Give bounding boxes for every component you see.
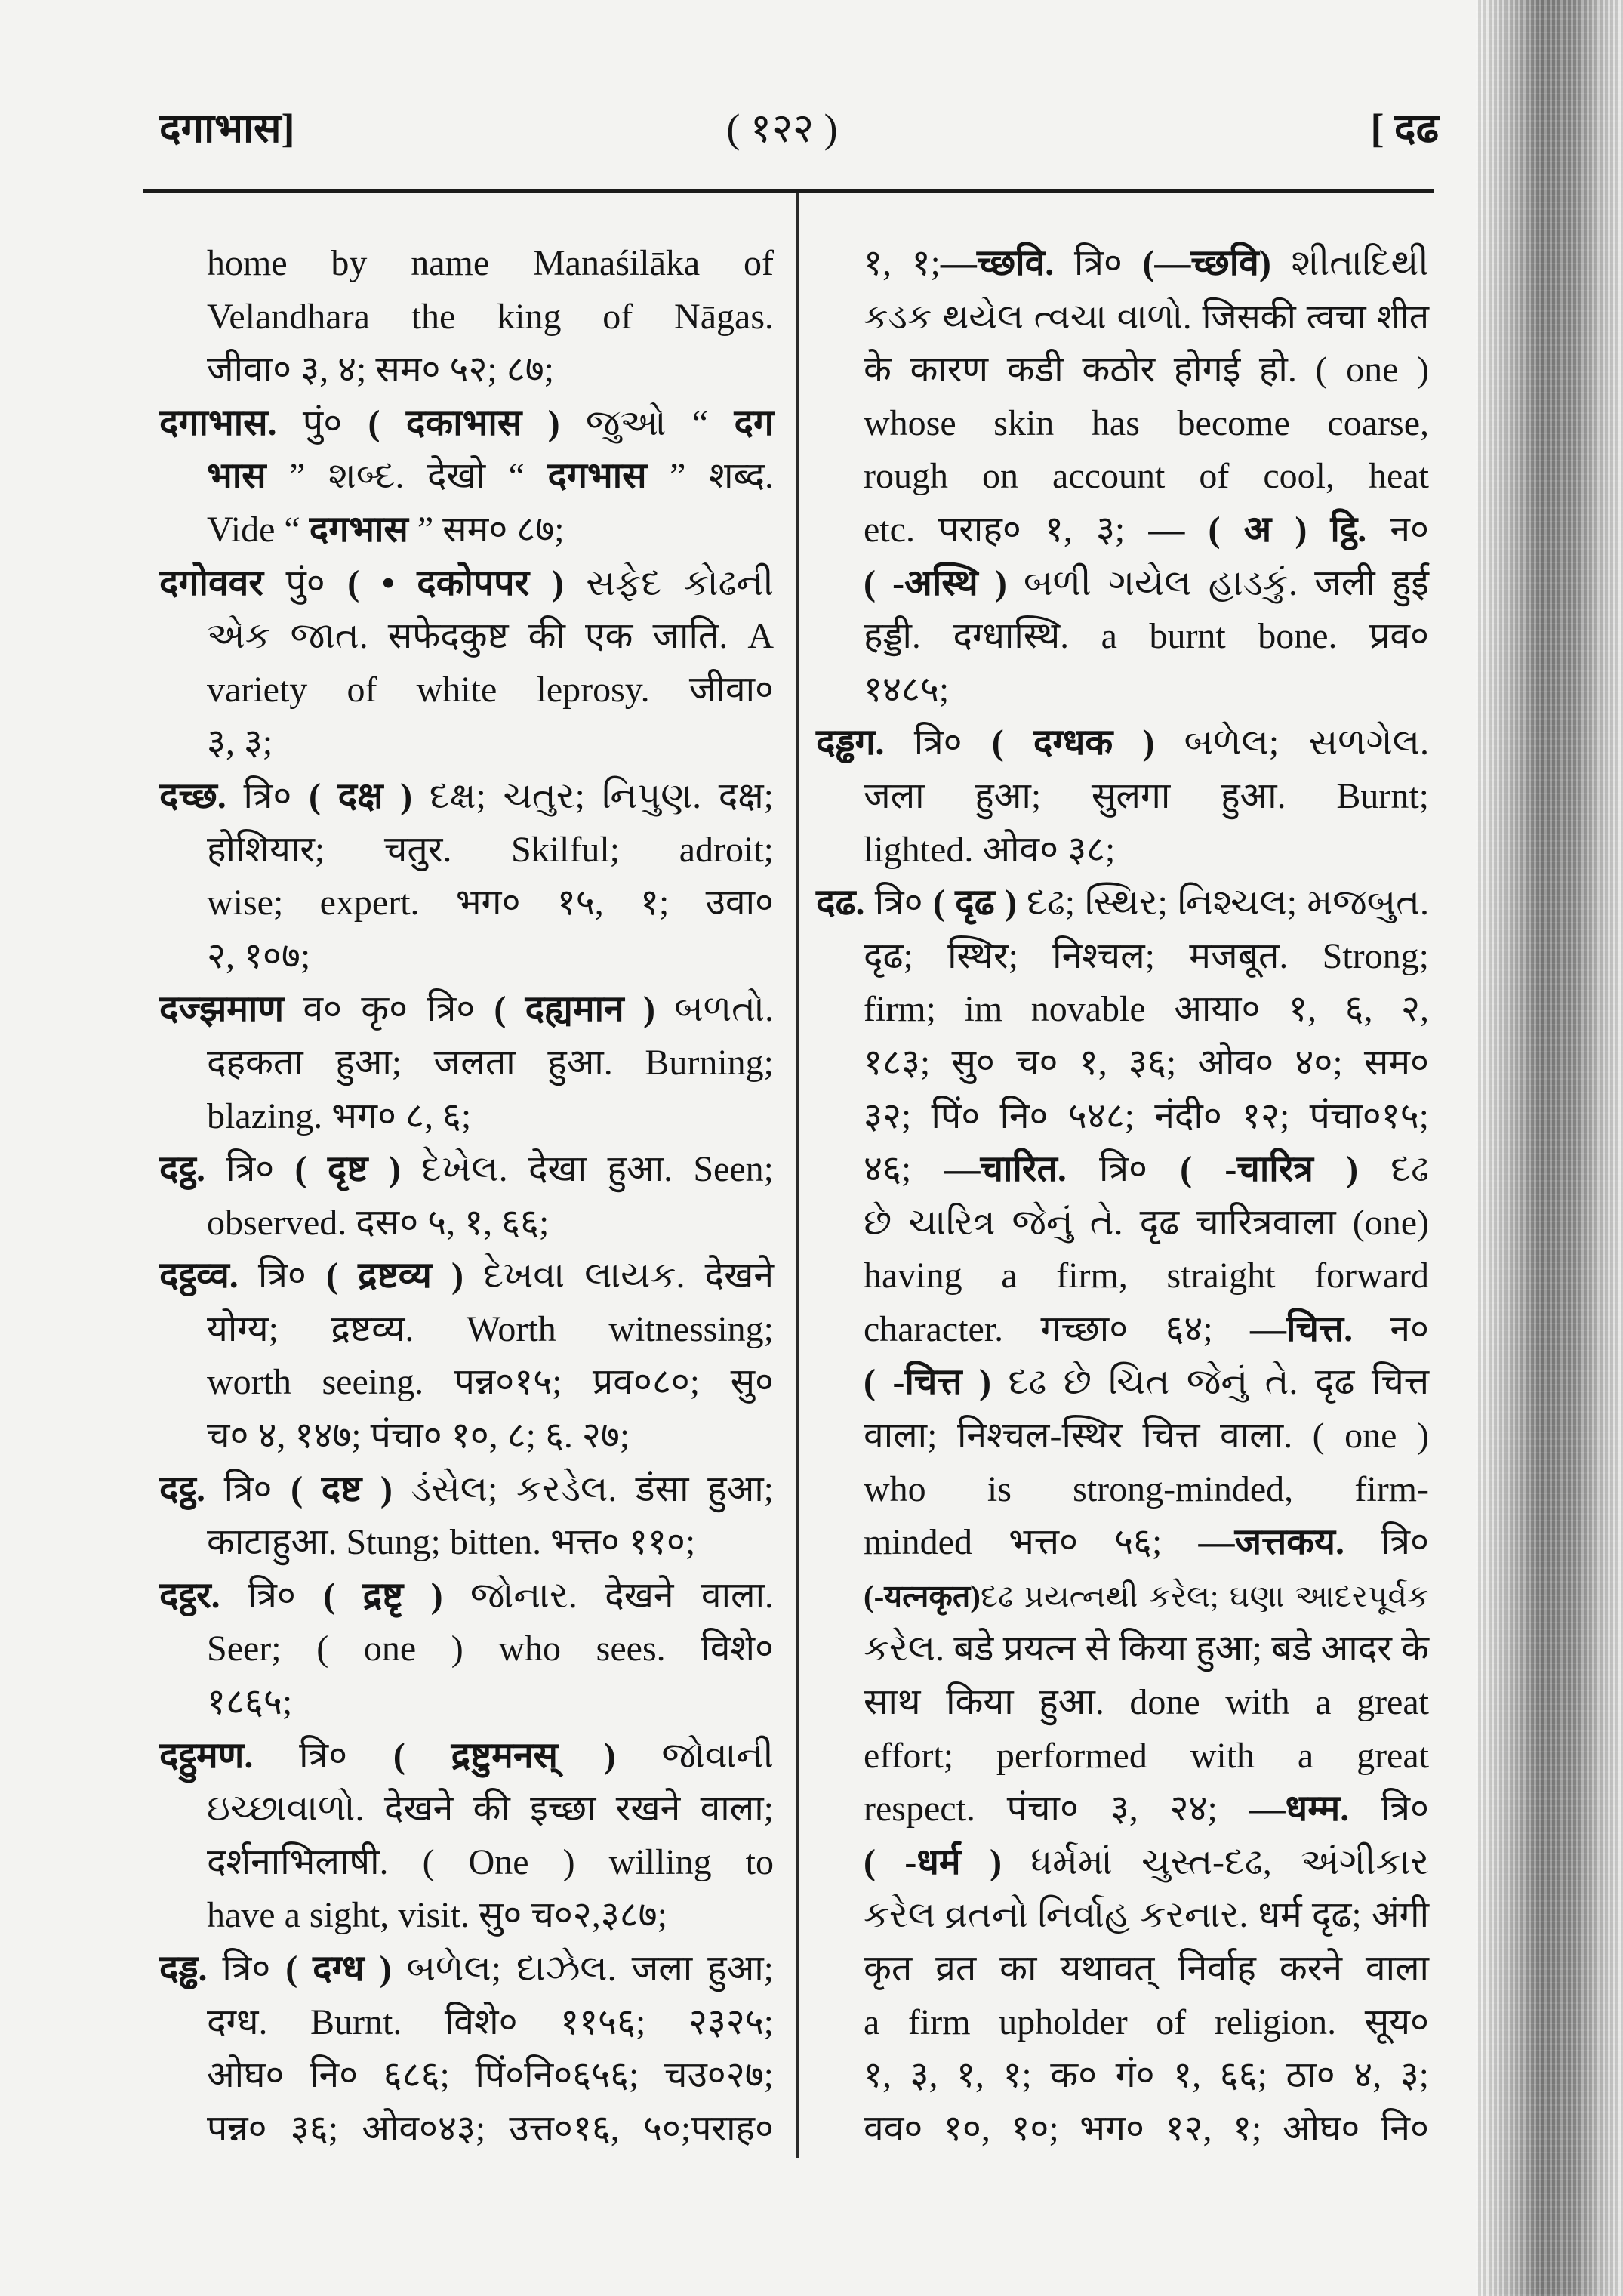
text-line xyxy=(816,717,1429,770)
headword: दगाभास. xyxy=(159,402,277,443)
dictionary-entry xyxy=(816,877,1429,2156)
headword: दच्छ. xyxy=(159,775,226,816)
line-text: દઢ છે ચિત જેનું તે. दृढ चित्त xyxy=(991,1362,1429,1403)
header-rule xyxy=(143,189,1434,193)
line-text: minded भत्त० ५६; xyxy=(864,1522,1199,1563)
text-line xyxy=(159,1730,774,1783)
text-line xyxy=(816,2049,1429,2103)
text-line xyxy=(159,1037,774,1090)
text-line xyxy=(816,1836,1429,1890)
dictionary-entry xyxy=(159,1143,774,1250)
line-text: જોનાર. देखने वाला. xyxy=(442,1575,775,1616)
bold-term: ( दक्ष ) xyxy=(309,775,413,816)
bold-term: ( दग्ध ) xyxy=(285,1949,392,1989)
text-line xyxy=(159,1570,774,1623)
text-line xyxy=(816,1356,1429,1410)
line-text: કડક થયેલ ત્વચા વાળો. जिसकी त्वचा शीत xyxy=(864,297,1429,336)
line-text: શીતાદિથી xyxy=(1270,243,1430,283)
text-line xyxy=(159,930,774,984)
text-line xyxy=(816,1783,1429,1836)
text-line xyxy=(159,770,774,824)
line-text: त्रि० xyxy=(1054,243,1143,283)
text-line xyxy=(159,291,774,344)
text-line xyxy=(159,1676,774,1730)
line-text: पुं० xyxy=(263,562,348,603)
headword: दड्ढग. xyxy=(816,723,885,763)
dictionary-entry xyxy=(159,770,774,983)
bold-term: —जत्तकय. xyxy=(1198,1522,1344,1563)
line-text: ઇચ્છાવાળો. देखने की इच्छा रखने वाला; xyxy=(207,1789,774,1829)
line-text: observed. दस० ५, १, ६६; xyxy=(207,1202,550,1243)
line-text: ” શબ્દ. देखो “ xyxy=(266,456,548,497)
text-line xyxy=(159,717,774,770)
line-text: पन्न० ३६; ओव०४३; उत्त०१६, ५०;पराह० xyxy=(207,2108,774,2149)
line-text: whose skin has become coarse, xyxy=(864,402,1429,443)
line-text: न० xyxy=(1366,509,1430,550)
line-text: Vide “ xyxy=(207,509,310,550)
line-text: બળેલ; સળગેલ. xyxy=(1154,723,1429,763)
text-line xyxy=(816,877,1429,930)
line-text: home by name Manaśilāka of xyxy=(207,243,774,283)
line-text: બળી ગયેલ હાડકું. जली हुई xyxy=(1006,562,1429,603)
bold-term: (-यत्नकृत) xyxy=(864,1578,981,1613)
text-line xyxy=(159,877,774,930)
text-line xyxy=(159,824,774,877)
text-line xyxy=(816,664,1429,717)
bold-term: ( दग्धक ) xyxy=(991,723,1155,763)
text-line xyxy=(816,2103,1429,2156)
line-text: દક્ષ; ચતુર; નિપુણ. दक्ष; xyxy=(412,775,775,816)
text-line xyxy=(159,1410,774,1463)
line-text: એક જાત. सफेदकुष्ट की एक जाति. A xyxy=(207,616,774,657)
bold-term: — ( अ ) ट्ठि. xyxy=(1148,509,1367,550)
line-text: દેખવા લાયક. देखने xyxy=(463,1256,775,1296)
line-text: त्रि० xyxy=(205,1469,291,1509)
bold-term: ( दृष्ट ) xyxy=(294,1149,401,1190)
line-text: साथ किया हुआ. done with a great xyxy=(864,1682,1429,1723)
bold-term: दगभास xyxy=(309,509,408,550)
text-line xyxy=(816,1730,1429,1783)
line-text: who is strong-minded, firm- xyxy=(864,1469,1429,1509)
line-text: firm; im novable आया० १, ६, २, xyxy=(864,989,1429,1030)
line-text: ३२; पिं० नि० ५४८; नंदी० १२; पंचा०१५; xyxy=(864,1096,1429,1136)
line-text: Velandhara the king of Nāgas. xyxy=(207,296,774,337)
text-line xyxy=(159,1090,774,1144)
bold-term: ( • दकोपपर ) xyxy=(347,562,564,603)
text-line xyxy=(816,1516,1429,1570)
dictionary-entry xyxy=(159,557,774,770)
text-line xyxy=(159,1623,774,1676)
text-line xyxy=(816,770,1429,824)
dictionary-entry xyxy=(159,397,774,557)
line-text: काटाहुआ. Stung; bitten. भत्त० ११०; xyxy=(207,1522,696,1563)
line-text: have a sight, visit. सु० च०२,३८७; xyxy=(207,1895,667,1936)
headword: दज्झमाण xyxy=(159,989,285,1030)
line-text: respect. पंचा० ३, २४; xyxy=(864,1789,1249,1829)
line-text: त्रि० xyxy=(220,1575,324,1616)
text-line xyxy=(816,1623,1429,1676)
text-line xyxy=(159,2049,774,2103)
dictionary-entry xyxy=(159,983,774,1143)
text-line xyxy=(816,610,1429,664)
line-text: worth seeing. पन्न०१५; प्रव०८०; सु० xyxy=(207,1362,774,1403)
line-text: दहकता हुआ; जलता हुआ. Burning; xyxy=(207,1042,774,1083)
right-column xyxy=(816,237,1429,2156)
bold-term: ( -चित्त ) xyxy=(864,1362,992,1403)
bold-term: दगभास xyxy=(547,456,647,497)
line-text: १, ३, १, १; क० गं० १, ६६; ठा० ४, ३; xyxy=(864,2055,1429,2096)
text-line xyxy=(159,1143,774,1197)
line-text: व० कृ० त्रि० xyxy=(284,989,494,1030)
line-text: દેખેલ. देखा हुआ. Seen; xyxy=(400,1149,774,1190)
bold-term: ( दष्ट ) xyxy=(291,1469,393,1509)
headword: दड्ढ. xyxy=(159,1949,208,1989)
bold-term: ( दृढ ) xyxy=(932,883,1017,923)
text-line xyxy=(159,2103,774,2156)
text-line xyxy=(816,1996,1429,2050)
headword: दट्ठर. xyxy=(159,1575,220,1616)
text-line xyxy=(159,983,774,1037)
headword: दट्ठव्व. xyxy=(159,1256,239,1296)
line-text: त्रि० xyxy=(226,775,309,816)
text-line xyxy=(159,504,774,557)
line-text: ४६; xyxy=(864,1149,944,1190)
line-text: lighted. ओव० ३८; xyxy=(864,829,1116,870)
line-text: દઢ xyxy=(1358,1149,1429,1190)
line-text: होशियार; चतुर. Skilful; adroit; xyxy=(207,829,774,870)
line-text: जला हुआ; सुलगा हुआ. Burnt; xyxy=(864,775,1429,816)
text-line xyxy=(159,1197,774,1250)
text-line xyxy=(159,397,774,451)
line-text: कृत व्रत का यथावत् निर्वाह करने वाला xyxy=(864,1949,1429,1989)
headword: दढ. xyxy=(816,883,865,923)
line-text: वाला; निश्चल-स्थिर चित्त वाला. ( one ) xyxy=(864,1416,1429,1456)
line-text: योग्य; द्रष्टव्य. Worth witnessing; xyxy=(207,1308,774,1349)
line-text: त्रि० xyxy=(1066,1149,1181,1190)
dictionary-entry xyxy=(159,1943,774,2156)
line-text: त्रि० xyxy=(205,1149,295,1190)
line-text: हड्डी. दग्धास्थि. a burnt bone. प्रव० xyxy=(864,616,1429,657)
line-text: character. गच्छा० ६४; xyxy=(864,1308,1251,1349)
line-text: दग्ध. Burnt. विशे० ११५६; २३२५; xyxy=(207,2002,774,2042)
bold-term: ( -चारित्र ) xyxy=(1180,1149,1359,1190)
text-line xyxy=(159,1943,774,1996)
line-text: ओघ० नि० ६८६; पिं०नि०६५६; चउ०२७; xyxy=(207,2055,774,2096)
line-text: effort; performed with a great xyxy=(864,1735,1429,1776)
line-text: દઢ પ્રયત્નથી કરેલ; ઘણા આદરપૂર્વક xyxy=(980,1578,1429,1613)
text-line xyxy=(816,1303,1429,1357)
line-text: जीवा० ३, ४; सम० ५२; ८७; xyxy=(207,350,555,390)
line-text: છે ચારિત્ર જેનું તે. दृढ चारित्रवाला (one) xyxy=(864,1202,1429,1243)
text-line xyxy=(816,1037,1429,1090)
line-text: त्रि० xyxy=(238,1256,326,1296)
headword: दगोववर xyxy=(159,562,263,603)
line-text: wise; expert. भग० १५, १; उवा० xyxy=(207,883,774,923)
bold-term: दग xyxy=(734,402,774,443)
running-head-left: दगाभास] xyxy=(159,106,295,151)
line-text: त्रि० xyxy=(207,1949,286,1989)
scan-edge-shadow xyxy=(1476,0,1623,2296)
line-text: २, १०७; xyxy=(207,935,311,976)
line-text: having a firm, straight forward xyxy=(864,1256,1429,1296)
bold-term: ( -अस्थि ) xyxy=(864,562,1007,603)
line-text: ધર્મમાં ચુસ્ત-દઢ, અંગીકાર xyxy=(1001,1841,1429,1882)
dictionary-entry xyxy=(159,1570,774,1730)
line-text: સફેદ કોઢની xyxy=(563,562,775,603)
line-text: ” शब्द. xyxy=(646,456,774,497)
text-line xyxy=(816,1676,1429,1730)
line-text: पुं० xyxy=(276,402,368,443)
text-line xyxy=(816,1197,1429,1250)
text-line xyxy=(159,1889,774,1943)
line-text: के कारण कडी कठोर होगई हो. ( one ) xyxy=(864,350,1429,390)
bold-term: ( द्रष्टृ ) xyxy=(323,1575,443,1616)
line-text: જુઓ “ xyxy=(559,402,735,443)
dictionary-entry-continued xyxy=(816,237,1429,717)
text-line xyxy=(816,291,1429,344)
line-text: त्रि० xyxy=(864,883,933,923)
line-text: બળતો. xyxy=(654,989,774,1030)
text-line xyxy=(159,450,774,504)
line-text: १८६५; xyxy=(207,1682,293,1723)
headword: दट्ठ. xyxy=(159,1469,205,1509)
dictionary-entry xyxy=(159,1730,774,1943)
text-line xyxy=(159,237,774,291)
text-line xyxy=(816,930,1429,984)
headword: दट्ठ. xyxy=(159,1149,205,1190)
running-head-right: [ दढ xyxy=(1370,106,1439,151)
dictionary-entry xyxy=(159,1250,774,1462)
line-text: કરેલ વ્રતનો નિર્વાહ કરનાર. धर्म दृढ; अंगी xyxy=(864,1895,1429,1936)
bold-term: भास xyxy=(207,456,266,497)
text-line xyxy=(159,344,774,397)
bold-term: —चित्त. xyxy=(1250,1308,1354,1349)
line-text: दृढ; स्थिर; निश्चल; मजबूत. Strong; xyxy=(864,935,1429,976)
line-text: त्रि० xyxy=(253,1735,393,1776)
text-line xyxy=(159,1783,774,1836)
line-text: કરેલ. बडे प्रयत्न से किया हुआ; बडे आदर के xyxy=(864,1629,1429,1669)
line-text: १, १; xyxy=(864,243,941,283)
text-line xyxy=(159,1303,774,1357)
text-line xyxy=(159,1250,774,1303)
bold-term: (—च्छवि) xyxy=(1142,243,1271,283)
text-line xyxy=(159,664,774,717)
text-line xyxy=(816,450,1429,504)
line-text: blazing. भग० ८, ६; xyxy=(207,1096,472,1136)
line-text: न० xyxy=(1353,1308,1429,1349)
line-text: ડંસેલ; કરડેલ. डंसा हुआ; xyxy=(392,1469,774,1509)
headword: दट्ठुमण. xyxy=(159,1735,254,1776)
text-line xyxy=(816,1943,1429,1996)
line-text: બળેલ; દાઝેલ. जला हुआ; xyxy=(391,1949,774,1989)
line-text: દઢ; સ્થિર; નિશ્ચલ; મજબુત. xyxy=(1016,883,1430,923)
text-line xyxy=(816,504,1429,557)
bold-term: ( दकाभास ) xyxy=(368,402,560,443)
line-text: दर्शनाभिलाषी. ( One ) willing to xyxy=(207,1841,774,1882)
bold-term: —चारित. xyxy=(944,1149,1067,1190)
text-line xyxy=(159,1356,774,1410)
dictionary-entry-continued xyxy=(159,237,774,397)
line-text: ३, ३; xyxy=(207,723,273,763)
line-text: etc. पराह० १, ३; xyxy=(864,509,1149,550)
line-text: १४८५; xyxy=(864,669,950,710)
line-text: त्रि० xyxy=(884,723,992,763)
bold-term: —धम्म. xyxy=(1249,1789,1350,1829)
line-text: rough on account of cool, heat xyxy=(864,456,1429,497)
text-line xyxy=(816,983,1429,1037)
text-line xyxy=(816,824,1429,877)
line-text: a firm upholder of religion. सूय० xyxy=(864,2002,1429,2042)
page-number: ( १२२ ) xyxy=(726,106,838,151)
bold-term: ( -धर्म ) xyxy=(864,1841,1002,1882)
left-column xyxy=(159,237,774,2156)
text-line xyxy=(816,1143,1429,1197)
text-line xyxy=(816,1570,1429,1623)
text-line xyxy=(816,344,1429,397)
bold-term: —च्छवि. xyxy=(940,243,1055,283)
line-text: वव० १०, १०; भग० १२, १; ओघ० नि० xyxy=(864,2108,1429,2149)
bold-term: ( द्रष्टव्य ) xyxy=(325,1256,463,1296)
text-line xyxy=(816,1090,1429,1144)
bold-term: ( दह्यमान ) xyxy=(494,989,655,1030)
text-line xyxy=(159,557,774,611)
dictionary-entry xyxy=(816,717,1429,877)
text-line xyxy=(816,397,1429,451)
line-text: त्रि० xyxy=(1344,1522,1429,1563)
text-line xyxy=(159,1516,774,1570)
bold-term: ( द्रष्टुमनस् ) xyxy=(393,1735,616,1776)
line-text: १८३; सु० च० १, ३६; ओव० ४०; सम० xyxy=(864,1042,1429,1083)
text-line xyxy=(159,1463,774,1517)
text-line xyxy=(159,610,774,664)
text-line xyxy=(816,1463,1429,1517)
text-line xyxy=(159,1836,774,1890)
dictionary-entry xyxy=(159,1463,774,1570)
text-line xyxy=(816,557,1429,611)
line-text: variety of white leprosy. जीवा० xyxy=(207,669,774,710)
line-text: જોવાની xyxy=(615,1735,775,1776)
text-line xyxy=(159,1996,774,2050)
line-text: च० ४, १४७; पंचा० १०, ८; ६. २७; xyxy=(207,1416,630,1456)
column-divider xyxy=(796,193,799,2158)
line-text: ” सम० ८७; xyxy=(408,509,565,550)
text-line xyxy=(816,1889,1429,1943)
text-line xyxy=(816,1250,1429,1303)
line-text: Seer; ( one ) who sees. विशे० xyxy=(207,1629,774,1669)
text-line xyxy=(816,1410,1429,1463)
line-text: त्रि० xyxy=(1349,1789,1429,1829)
text-line xyxy=(816,237,1429,291)
